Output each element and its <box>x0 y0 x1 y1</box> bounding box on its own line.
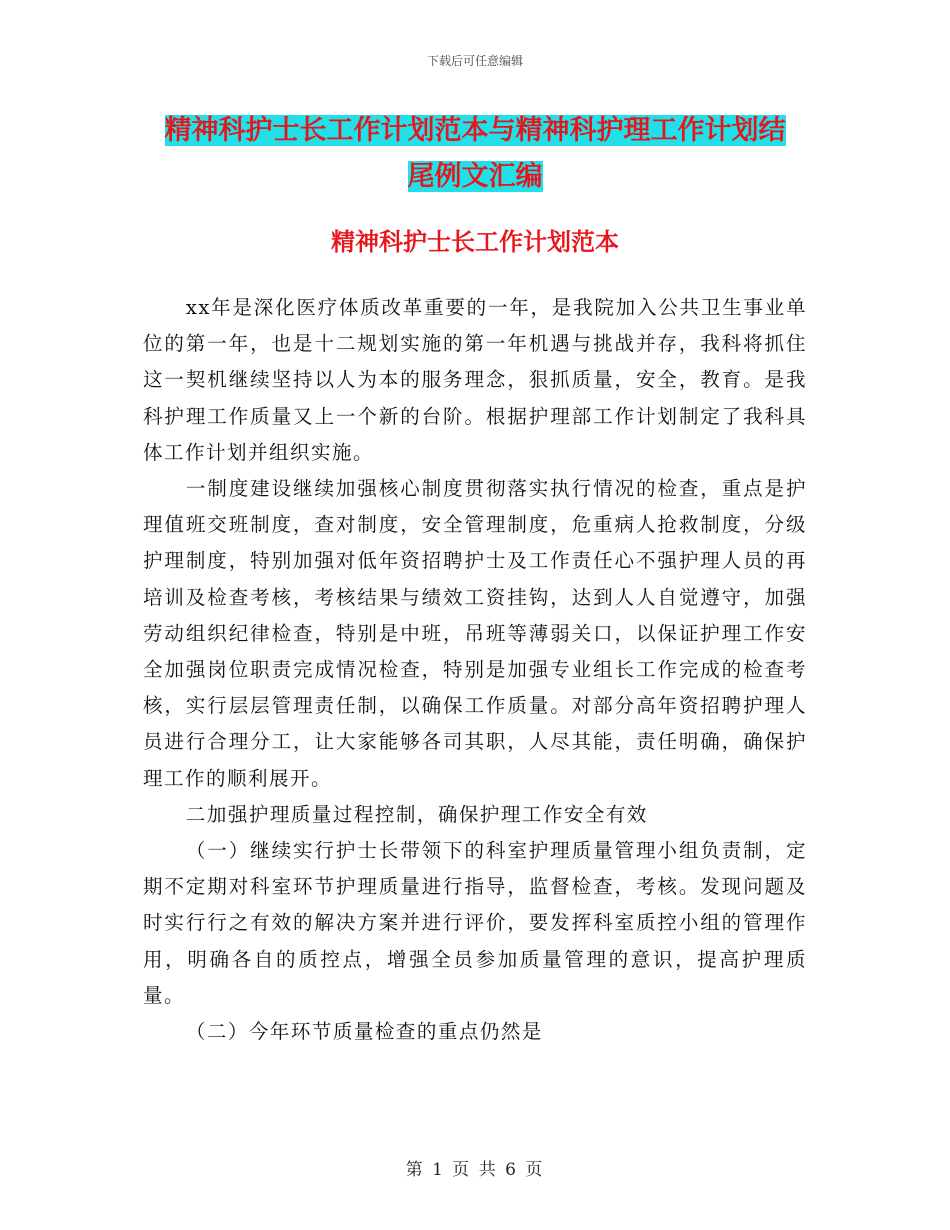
document-title <box>140 108 810 200</box>
page-number-footer: 第 1 页 共 6 页 <box>405 1160 545 1180</box>
page-header: 下载后可任意编辑 <box>426 54 523 68</box>
document-title-line-1: 精神科护士长工作计划范本与精神科护理工作计划结 <box>164 115 786 146</box>
document-title-line-2: 尾例文汇编 <box>407 161 543 192</box>
paragraph: 二加强护理质量过程控制，确保护理工作安全有效 <box>185 802 648 826</box>
paragraph: （二）今年环节质量检查的重点仍然是 <box>185 1020 543 1044</box>
paragraph: 一制度建设继续加强核心制度贯彻落实执行情况的检查，重点是护理值班交班制度，查对制度，安全管理制度，危重病人抢救制度，分级护理制度，特别加强对低年资招聘护士及工作责任心不强护理人员的再培训及检查考核，考核结果与绩效工资挂钩，达到人人自觉遵守，加强劳动组织纪律检查，特别是中班，吊班等薄弱关口，以保证护理工作安全加强岗位职责完成情况检查，特别是加强专业组长工作完成的检查考核，实行层层管理责任制，以确保工作质量。对部分高年资招聘护理人员进行合理分工，让大家能够各司其职，人尽其能，责任明确，确保护理工作的顺利展开。 <box>143 477 807 790</box>
paragraph: （一）继续实行护士长带领下的科室护理质量管理小组负责制，定期不定期对科室环节护理质量进行指导，监督检查，考核。发现问题及时实行行之有效的解决方案并进行评价，要发挥科室质控小组的管理作用，明确各自的质控点，增强全员参加质量管理的意识，提高护理质量。 <box>143 839 807 1007</box>
document-body <box>143 290 807 1050</box>
section-title: 精神科护士长工作计划范本 <box>331 227 619 256</box>
paragraph: xx年是深化医疗体质改革重要的一年，是我院加入公共卫生事业单位的第一年，也是十二规划实施的第一年机遇与挑战并存，我科将抓住这一契机继续坚持以人为本的服务理念，狠抓质量，安全，教育。是我科护理工作质量又上一个新的台阶。根据护理部工作计划制定了我科具体工作计划并组织实施。 <box>143 296 807 464</box>
